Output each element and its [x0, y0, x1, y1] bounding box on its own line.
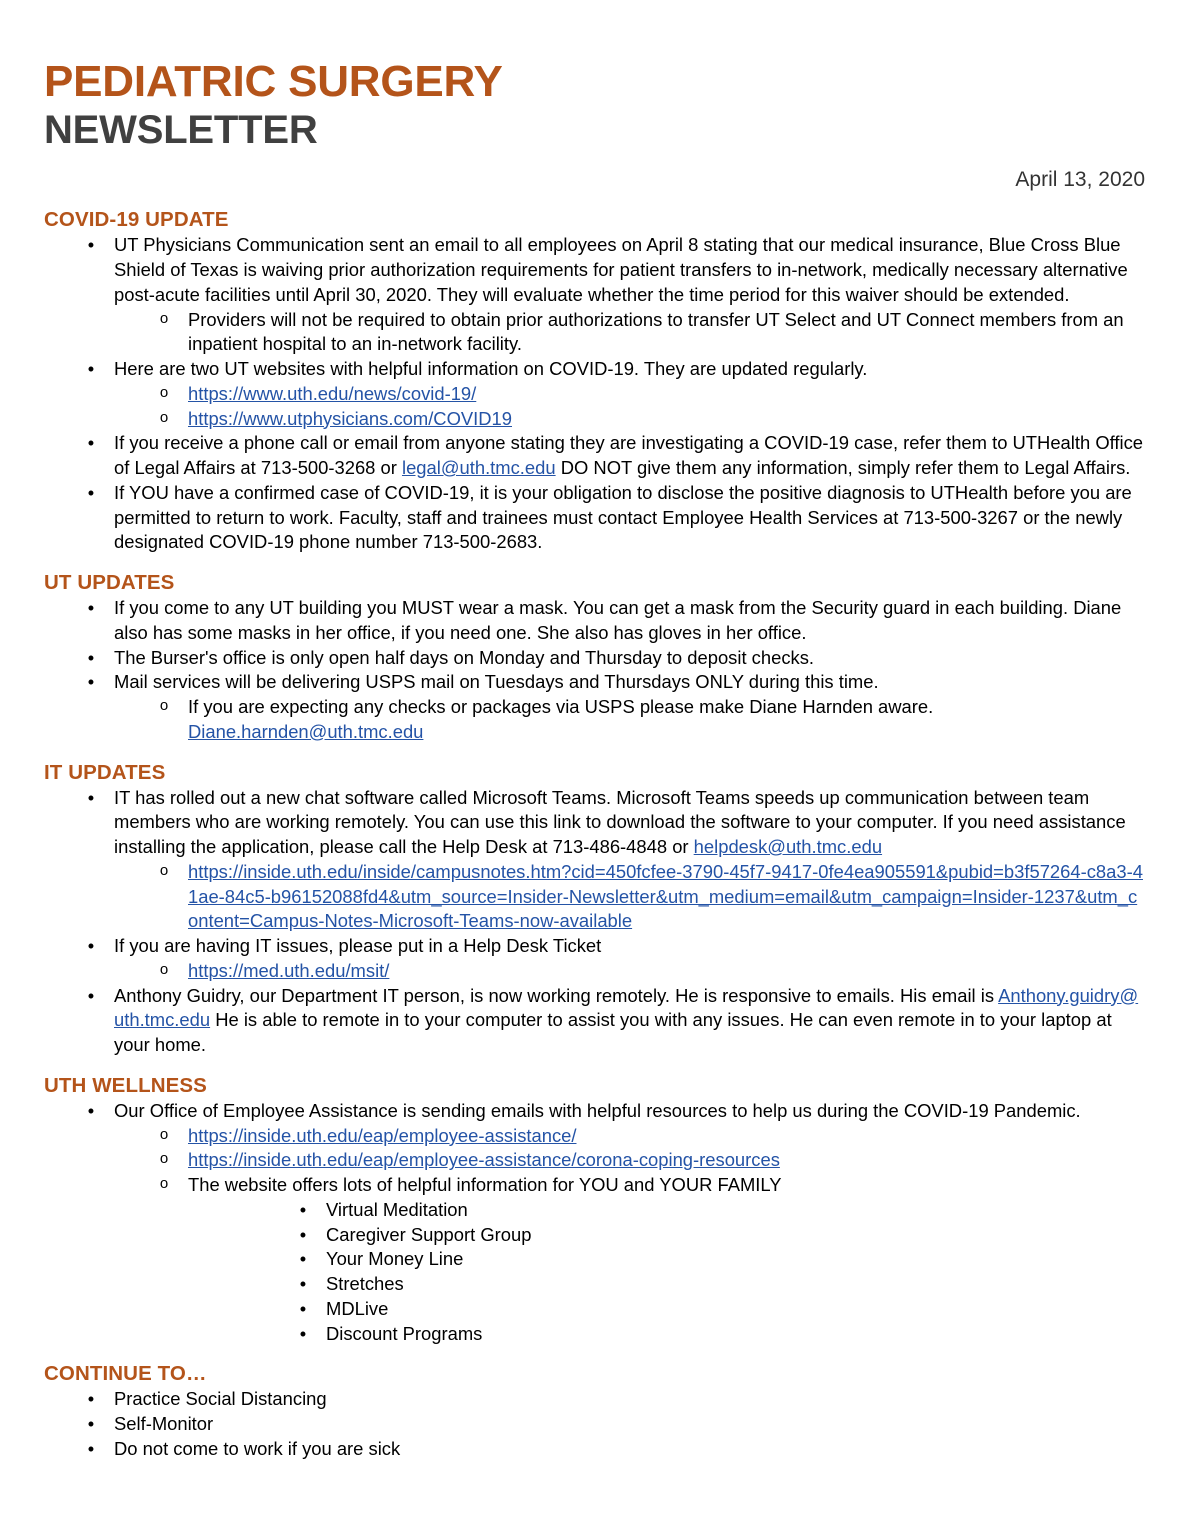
bullet-solid-icon: • [87, 671, 95, 693]
it-bullet-1-sublist [159, 860, 1147, 934]
wellness-bullet-1-sublist [159, 1124, 1147, 1347]
covid-bullet-2-sublist [159, 382, 1147, 432]
list-item [87, 357, 1147, 431]
list-item [159, 1148, 1147, 1173]
bullet-solid-icon: • [87, 1437, 95, 1459]
bullet-hollow-icon: o [159, 960, 169, 978]
bullet-solid-icon: • [87, 234, 95, 256]
list-item [87, 1387, 1147, 1412]
wellness-bullet-list [87, 1099, 1147, 1347]
bullet-solid-icon: • [87, 1388, 95, 1410]
ut-bullet-1-text: If you come to any UT building you MUST wear a mask. You can get a mask from the Security guard in each building. Diane also has some masks in her office, if you need one. She also has gloves in her office. [114, 597, 1122, 643]
list-item [159, 959, 1147, 984]
bullet-hollow-icon: o [159, 1175, 169, 1193]
covid-bullet-1-sub-1-text: Providers will not be required to obtain prior authorizations to transfer UT Select and UT Connect members from an inpatient hospital to an in-network facility. [188, 308, 1124, 355]
covid-bullet-3-text-part1: If you receive a phone call or email from anyone stating they are investigating a COVID-19 case, refer them to UTHealth Office of Legal Affairs at 713-500-3268 or [114, 432, 1144, 479]
bullet-solid-icon: • [87, 984, 95, 1006]
list-item [299, 1297, 1147, 1322]
bullet-solid-icon: • [299, 1223, 307, 1245]
wellness-resource-item: Stretches [326, 1273, 404, 1295]
ut-bullet-3-sublist [159, 695, 1147, 745]
bullet-solid-icon: • [87, 597, 95, 619]
list-item [159, 308, 1147, 358]
list-item [299, 1198, 1147, 1223]
bullet-solid-icon: • [87, 1099, 95, 1121]
list-item [87, 481, 1147, 555]
list-item [87, 984, 1147, 1058]
link-diane-harnden-email[interactable]: Diane.harnden@uth.tmc.edu [188, 720, 424, 742]
section-covid-update [42, 208, 1147, 555]
list-item [159, 407, 1147, 432]
continue-bullet-list [87, 1387, 1147, 1461]
bullet-solid-icon: • [299, 1322, 307, 1344]
bullet-solid-icon: • [299, 1273, 307, 1295]
bullet-solid-icon: • [87, 786, 95, 808]
page-title-primary: PEDIATRIC SURGERY [44, 57, 503, 106]
bullet-hollow-icon: o [159, 697, 169, 715]
link-campus-notes-teams[interactable]: https://inside.uth.edu/inside/campusnotes.htm?cid=450fcfee-3790-45f7-9417-0fe4ea905591&pubid=b3f57264-c8a3-41ae-84c5-b96152088fd4&utm_source=Insider-Newsletter&utm_medium=email&utm_campaign=Insider-1237&utm_content=Campus-Notes-Microsoft-Teams-now-available [188, 860, 1143, 932]
list-item [159, 1124, 1147, 1149]
link-utphysicians-covid[interactable]: https://www.utphysicians.com/COVID19 [188, 407, 512, 429]
link-uth-covid-news[interactable]: https://www.uth.edu/news/covid-19/ [188, 382, 477, 404]
ut-bullet-3-text: Mail services will be delivering USPS mail on Tuesdays and Thursdays ONLY during this time. [114, 671, 879, 693]
covid-bullet-3-text-part2: DO NOT give them any information, simply refer them to Legal Affairs. [555, 457, 1131, 479]
bullet-hollow-icon: o [159, 383, 169, 401]
section-ut-updates [42, 571, 1147, 745]
list-item [159, 860, 1147, 934]
bullet-solid-icon: • [87, 646, 95, 668]
it-bullet-2-sublist [159, 959, 1147, 984]
wellness-resource-item: Discount Programs [326, 1322, 483, 1344]
wellness-resource-item: MDLive [326, 1297, 389, 1319]
page-title-secondary: NEWSLETTER [44, 107, 318, 152]
list-item [87, 1412, 1147, 1437]
list-item [87, 1099, 1147, 1347]
list-item [87, 934, 1147, 984]
bullet-hollow-icon: o [159, 1150, 169, 1168]
wellness-resource-list [299, 1198, 1147, 1347]
bullet-hollow-icon: o [159, 408, 169, 426]
ut-bullet-3-sub-1-text: If you are expecting any checks or packages via USPS please make Diane Harnden aware. [188, 696, 934, 718]
covid-bullet-4-text: If YOU have a confirmed case of COVID-19, it is your obligation to disclose the positive diagnosis to UTHealth before you are permitted to return to work. Faculty, staff and trainees must contact Employee Health Services at 713-500-3267 or the newly designated COVID-19 phone number 713-500-2683. [114, 481, 1132, 553]
bullet-hollow-icon: o [159, 861, 169, 879]
wellness-resource-item: Virtual Meditation [326, 1198, 468, 1220]
list-item [87, 1437, 1147, 1462]
ut-updates-bullet-list [87, 596, 1147, 745]
it-updates-bullet-list [87, 786, 1147, 1058]
link-legal-email[interactable]: legal@uth.tmc.edu [401, 457, 556, 479]
section-continue-to [42, 1362, 1147, 1461]
list-item [159, 695, 1147, 745]
it-bullet-3-text-part1: Anthony Guidry, our Department IT person, is now working remotely. He is responsive to emails. His email is [114, 984, 999, 1006]
bullet-solid-icon: • [87, 1413, 95, 1435]
link-helpdesk-email[interactable]: helpdesk@uth.tmc.edu [693, 836, 883, 858]
link-anthony-guidry-email[interactable]: Anthony.guidry@uth.tmc.edu [114, 984, 1139, 1031]
bullet-solid-icon: • [299, 1198, 307, 1220]
bullet-solid-icon: • [299, 1248, 307, 1270]
list-item [299, 1247, 1147, 1272]
list-item [87, 786, 1147, 935]
section-uth-wellness [42, 1074, 1147, 1347]
covid-bullet-list [87, 233, 1147, 555]
it-bullet-3-text-part2: He is able to remote in to your computer to assist you with any issues. He can even remote in to your laptop at your home. [114, 1009, 1112, 1056]
list-item [87, 670, 1147, 744]
covid-bullet-2-text: Here are two UT websites with helpful information on COVID-19. They are updated regularly. [114, 358, 868, 380]
bullet-solid-icon: • [87, 481, 95, 503]
section-heading-uth-wellness: UTH WELLNESS [44, 1073, 207, 1097]
bullet-solid-icon: • [87, 358, 95, 380]
list-item [87, 646, 1147, 671]
link-employee-assistance[interactable]: https://inside.uth.edu/eap/employee-assistance/ [188, 1124, 577, 1146]
link-msit-helpdesk[interactable]: https://med.uth.edu/msit/ [188, 959, 390, 981]
continue-item: Do not come to work if you are sick [114, 1437, 401, 1459]
continue-item: Self-Monitor [114, 1413, 214, 1435]
wellness-bullet-1-text: Our Office of Employee Assistance is sending emails with helpful resources to help us during the COVID-19 Pandemic. [114, 1099, 1081, 1121]
section-heading-covid-update: COVID-19 UPDATE [44, 208, 229, 232]
list-item [299, 1272, 1147, 1297]
section-heading-ut-updates: UT UPDATES [44, 571, 175, 595]
list-item [159, 1173, 1147, 1346]
list-item [87, 596, 1147, 646]
list-item [299, 1223, 1147, 1248]
masthead [44, 58, 1147, 192]
bullet-hollow-icon: o [159, 309, 169, 327]
ut-bullet-2-text: The Burser's office is only open half days on Monday and Thursday to deposit checks. [114, 646, 815, 668]
it-bullet-1-text-part1: IT has rolled out a new chat software called Microsoft Teams. Microsoft Teams speeds up communication between team members who are working remotely. You can use this link to download the software to your computer. If you need assistance installing the application, please call the Help Desk at 713-486-4848 or [114, 786, 1126, 858]
wellness-bullet-1-sub-3-text: The website offers lots of helpful information for YOU and YOUR FAMILY [188, 1174, 782, 1196]
list-item [299, 1322, 1147, 1347]
link-corona-coping-resources[interactable]: https://inside.uth.edu/eap/employee-assistance/corona-coping-resources [188, 1149, 780, 1171]
bullet-solid-icon: • [299, 1297, 307, 1319]
list-item [87, 431, 1147, 481]
issue-date: April 13, 2020 [1015, 168, 1145, 192]
section-heading-continue-to: CONTINUE TO… [44, 1362, 207, 1386]
covid-bullet-1-sublist [159, 308, 1147, 358]
section-it-updates [42, 761, 1147, 1058]
bullet-solid-icon: • [87, 935, 95, 957]
list-item [87, 233, 1147, 357]
wellness-resource-item: Your Money Line [326, 1248, 464, 1270]
covid-bullet-1-text: UT Physicians Communication sent an email to all employees on April 8 stating that our medical insurance, Blue Cross Blue Shield of Texas is waiving prior authorization requirements for patient transfers to in-network, medically necessary alternative post-acute facilities until April 30, 2020. They will evaluate whether the time period for this waiver should be extended. [114, 234, 1128, 305]
bullet-solid-icon: • [87, 432, 95, 454]
section-heading-it-updates: IT UPDATES [44, 760, 166, 784]
bullet-hollow-icon: o [159, 1125, 169, 1143]
wellness-resource-item: Caregiver Support Group [326, 1223, 532, 1245]
it-bullet-2-text: If you are having IT issues, please put in a Help Desk Ticket [114, 935, 602, 957]
list-item [159, 382, 1147, 407]
continue-item: Practice Social Distancing [114, 1388, 327, 1410]
